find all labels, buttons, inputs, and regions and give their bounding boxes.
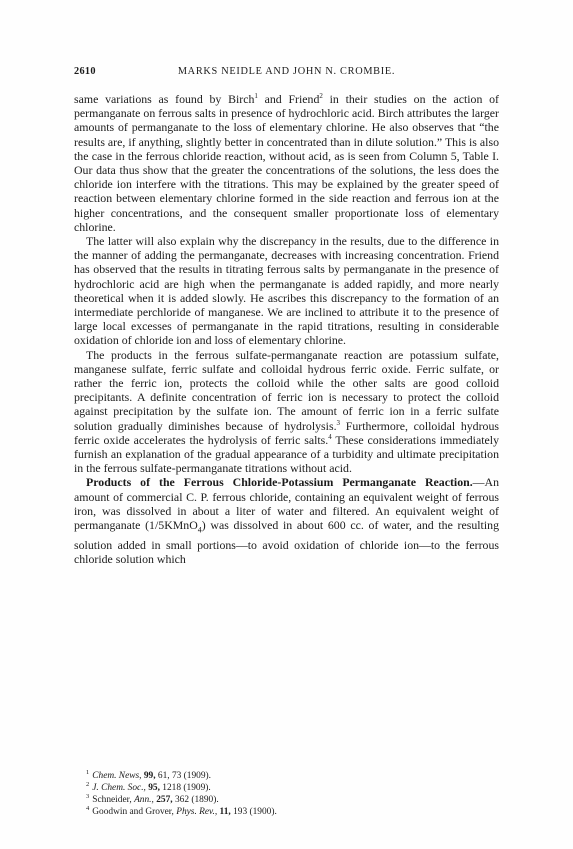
footnote-ref: 2 xyxy=(319,92,323,100)
footnote-1: $^1$ Chem. News, 99, 61, 73 (1909). xyxy=(86,769,211,781)
footnote-2: $^2$ J. Chem. Soc., 95, 1218 (1909). xyxy=(86,781,211,794)
page-number: 2610 xyxy=(74,66,96,77)
section-heading: Products of the Ferrous Chloride-Potassium Permanganate Reaction. xyxy=(86,475,473,490)
footnote-ref: 4 xyxy=(328,432,332,441)
running-header xyxy=(74,64,499,80)
footnotes xyxy=(86,770,499,818)
paragraph-4: Products of the Ferrous Chloride-Potassium Permanganate Reaction.—An amount of commercial C. P. ferrous chloride, containing an equivalent weight of ferrous iron, was dissolved in about a liter of water and filtered. An equivalent weight of permanganate (1/5KMnO$_4$) was dissolved in about 600 cc. of water, and the resulting solution added in small portions—to avoid oxidation of chloride ion—to the ferrous chloride solution which xyxy=(74,475,499,566)
paragraph-1: same variations as found by Birch$^1$ and Friend$^2$ in their studies on the action of permanganate on ferrous salts in presence of hydrochloric acid. Birch attributes the larger amounts of permanganate to the loss of elementary chlorine. He also observes that “the results are, if anything, slightly better in concentrated than in dilute solution.” This is also the case in the ferrous chloride reaction, without acid, as is seen from Column 5, Table I. Our data thus show that the greater the concentrations of the solutions, the less does the chloride ion interfere with the titrations. This may be explained by the greater speed of reaction between elementary chlorine formed in the side reaction and ferrous ion at the higher concentrations, and the consequent smaller proportionate loss of elementary chlorine. xyxy=(74,92,499,234)
footnote-4: $^4$ Goodwin and Grover, Phys. Rev., 11, 193 (1900). xyxy=(86,805,277,818)
running-title: MARKS NEIDLE AND JOHN N. CROMBIE. xyxy=(177,66,396,77)
paragraph-3: The products in the ferrous sulfate-permanganate reaction are potassium sulfate, manganese sulfate, ferric sulfate and colloidal hydrous ferric oxide. Ferric sulfate, or rather the ferric ion, protects the colloid while the other salts are good colloid precipitants. A definite concentration of ferric ion is necessary to protect the colloid against precipitation by the sulfate ion. The amount of ferric ion in a ferric sulfate solution gradually diminishes because of hydrolysis.$^3$ Furthermore, colloidal hydrous ferric oxide accelerates the hydrolysis of ferric salts.$^4$ These considerations immediately furnish an explanation of the gradual appearance of a turbidity and ultimate precipitation in the ferrous sulfate-permanganate titrations without acid. xyxy=(74,347,500,476)
article-body xyxy=(74,92,499,566)
paragraph-2: The latter will also explain why the discrepancy in the results, due to the difference in the manner of adding the permanganate, decreases with increasing concentration. Friend has observed that the results in titrating ferrous salts by permanganate in the presence of hydrochloric acid are high when the permanganate is added rapidly, and more nearly theoretical when it is added slowly. He ascribes this discrepancy to the formation of an intermediate perchloride of manganese. We are inclined to attribute it to the presence of large local excesses of permanganate in the rapid titrations, resulting in considerable oxidation of chloride ion and loss of elementary chlorine. xyxy=(74,234,499,348)
footnote-ref: 1 xyxy=(254,92,258,100)
footnote-3: $^3$ Schneider, Ann., 257, 362 (1890). xyxy=(86,793,219,806)
footnote-ref: 3 xyxy=(336,418,341,427)
